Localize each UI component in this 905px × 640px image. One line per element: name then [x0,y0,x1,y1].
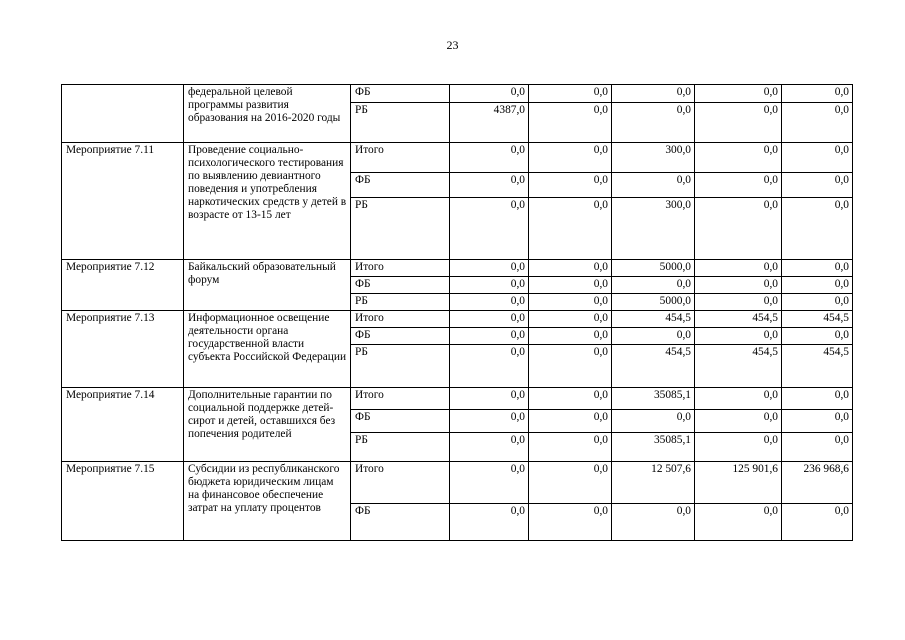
funding-source-cell: ФБ [351,173,450,198]
amount-cell: 0,0 [450,410,529,433]
event-cell: Мероприятие 7.14 [62,388,184,462]
amount-cell: 0,0 [695,410,782,433]
amount-cell: 0,0 [612,277,695,294]
amount-cell: 0,0 [695,433,782,462]
funding-source-cell: Итого [351,462,450,504]
funding-source-cell: Итого [351,260,450,277]
amount-cell: 0,0 [450,260,529,277]
amount-cell: 0,0 [782,388,853,410]
amount-cell: 0,0 [782,260,853,277]
amount-cell: 0,0 [529,504,612,541]
funding-source-cell: РБ [351,103,450,143]
table-row [62,143,853,173]
amount-cell: 454,5 [695,345,782,388]
description-cell: Байкальский образовательный форум [184,260,351,311]
amount-cell: 0,0 [529,345,612,388]
amount-cell: 0,0 [529,143,612,173]
description-cell: Дополнительные гарантии по социальной поддержке детей-сирот и детей, оставшихся без попечения родителей [184,388,351,462]
amount-cell: 12 507,6 [612,462,695,504]
amount-cell: 0,0 [450,198,529,260]
amount-cell: 0,0 [695,103,782,143]
amount-cell: 0,0 [612,504,695,541]
amount-cell: 4387,0 [450,103,529,143]
event-cell [62,85,184,143]
amount-cell: 454,5 [612,311,695,328]
funding-source-cell: ФБ [351,504,450,541]
amount-cell: 0,0 [450,462,529,504]
event-cell: Мероприятие 7.15 [62,462,184,541]
amount-cell: 0,0 [450,143,529,173]
amount-cell: 0,0 [612,103,695,143]
description-cell: федеральной целевой программы развития образования на 2016-2020 годы [184,85,351,143]
amount-cell: 5000,0 [612,260,695,277]
funding-source-cell: Итого [351,311,450,328]
amount-cell: 454,5 [782,311,853,328]
amount-cell: 0,0 [695,173,782,198]
event-cell: Мероприятие 7.12 [62,260,184,311]
funding-source-cell: ФБ [351,410,450,433]
table-row [62,462,853,504]
amount-cell: 0,0 [695,277,782,294]
amount-cell: 236 968,6 [782,462,853,504]
amount-cell: 0,0 [450,173,529,198]
amount-cell: 0,0 [782,504,853,541]
funding-source-cell: ФБ [351,277,450,294]
table-row [62,260,853,277]
amount-cell: 0,0 [529,462,612,504]
amount-cell: 0,0 [782,277,853,294]
event-cell: Мероприятие 7.11 [62,143,184,260]
amount-cell: 0,0 [695,198,782,260]
funding-source-cell: Итого [351,388,450,410]
funding-source-cell: РБ [351,433,450,462]
amount-cell: 0,0 [782,85,853,103]
amount-cell: 0,0 [529,294,612,311]
amount-cell: 0,0 [450,328,529,345]
amount-cell: 454,5 [782,345,853,388]
amount-cell: 300,0 [612,198,695,260]
page-number: 23 [446,38,459,52]
amount-cell: 35085,1 [612,433,695,462]
amount-cell: 0,0 [450,388,529,410]
amount-cell: 0,0 [529,328,612,345]
amount-cell: 0,0 [695,260,782,277]
amount-cell: 0,0 [450,504,529,541]
amount-cell: 0,0 [450,85,529,103]
amount-cell: 0,0 [529,410,612,433]
funding-source-cell: Итого [351,143,450,173]
amount-cell: 0,0 [529,198,612,260]
amount-cell: 454,5 [695,311,782,328]
amount-cell: 0,0 [782,410,853,433]
amount-cell: 0,0 [612,328,695,345]
amount-cell: 0,0 [782,143,853,173]
amount-cell: 0,0 [450,345,529,388]
amount-cell: 0,0 [695,85,782,103]
description-cell: Субсидии из республиканского бюджета юридическим лицам на финансовое обеспечение затрат на уплату процентов [184,462,351,541]
table-row [62,311,853,328]
amount-cell: 0,0 [529,433,612,462]
amount-cell: 0,0 [782,294,853,311]
amount-cell: 0,0 [450,294,529,311]
amount-cell: 0,0 [450,277,529,294]
table-row [62,388,853,410]
amount-cell: 0,0 [529,277,612,294]
amount-cell: 0,0 [450,311,529,328]
amount-cell: 35085,1 [612,388,695,410]
amount-cell: 5000,0 [612,294,695,311]
amount-cell: 0,0 [529,103,612,143]
funding-source-cell: РБ [351,198,450,260]
amount-cell: 0,0 [695,504,782,541]
funding-source-cell: РБ [351,294,450,311]
amount-cell: 125 901,6 [695,462,782,504]
table-row [62,85,853,103]
budget-table [61,84,853,541]
amount-cell: 0,0 [450,433,529,462]
amount-cell: 0,0 [782,433,853,462]
amount-cell: 0,0 [695,328,782,345]
amount-cell: 0,0 [695,388,782,410]
amount-cell: 0,0 [529,311,612,328]
amount-cell: 0,0 [782,328,853,345]
amount-cell: 0,0 [612,173,695,198]
amount-cell: 0,0 [529,173,612,198]
description-cell: Проведение социально-психологического тестирования по выявлению девиантного поведения и употребления наркотических средств у детей в возрасте от 13-15 лет [184,143,351,260]
amount-cell: 0,0 [782,103,853,143]
funding-source-cell: РБ [351,345,450,388]
description-cell: Информационное освещение деятельности органа государственной власти субъекта Российской Федерации [184,311,351,388]
amount-cell: 0,0 [529,85,612,103]
funding-source-cell: ФБ [351,85,450,103]
amount-cell: 300,0 [612,143,695,173]
event-cell: Мероприятие 7.13 [62,311,184,388]
amount-cell: 0,0 [782,173,853,198]
amount-cell: 0,0 [612,410,695,433]
amount-cell: 0,0 [612,85,695,103]
amount-cell: 0,0 [695,143,782,173]
amount-cell: 454,5 [612,345,695,388]
funding-source-cell: ФБ [351,328,450,345]
amount-cell: 0,0 [529,388,612,410]
amount-cell: 0,0 [529,260,612,277]
amount-cell: 0,0 [782,198,853,260]
amount-cell: 0,0 [695,294,782,311]
